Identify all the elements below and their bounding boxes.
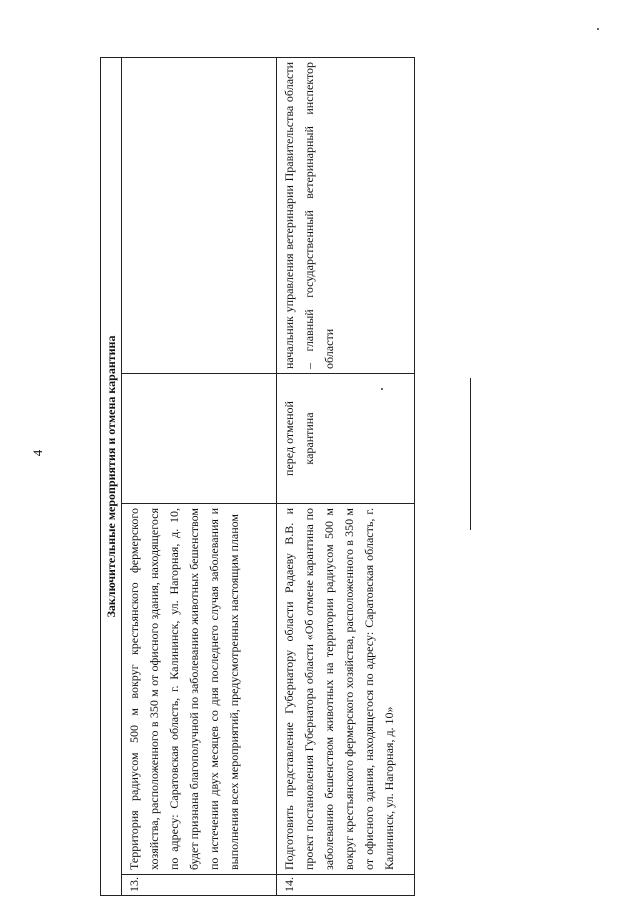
measure-responsible: начальник управления ветеринарии Правительства области – главный государственный ветеринарный инспектор области: [277, 57, 415, 373]
section-heading: Заключительные мероприятия и отмена карантина: [101, 57, 122, 895]
section-heading-row: [101, 57, 122, 895]
table-row: [277, 57, 415, 895]
scan-artifact-dot: [597, 28, 599, 30]
row-number: 13.: [122, 875, 277, 896]
measure-description: Подготовить представление Губернатору области Радаеву В.В. и проект постановления Губернатора области «Об отмене карантина по заболеванию бешенством животных на территории радиусом 500 м вокруг крестьянского фермерского хозяйства, расположенного в 350 м от офисного здания, находящегося по адресу: Саратовская область, г. Калининск, ул. Нагорная, д. 10»: [277, 504, 415, 875]
row-number: 14.: [277, 875, 415, 896]
measure-responsible: [122, 57, 277, 373]
measure-term: перед отменой карантина: [277, 374, 415, 504]
quarantine-measures-table: [100, 58, 412, 896]
measure-description: Территория радиусом 500 м вокруг крестьянского фермерского хозяйства, расположенного в 350 м от офисного здания, находящегося по адресу: Саратовская область, г. Калининск, ул. Нагорная, д. 10, будет признана благополучной по заболеванию животных бешенством по истечении двух месяцев со дня последнего случая заболевания и выполнения всех мероприятий, предусмотренных настоящим планом: [122, 504, 277, 875]
page-number: 4: [30, 449, 45, 457]
measure-term: [122, 374, 277, 504]
scan-artifact-line: [470, 378, 471, 530]
table-row: [122, 57, 277, 895]
